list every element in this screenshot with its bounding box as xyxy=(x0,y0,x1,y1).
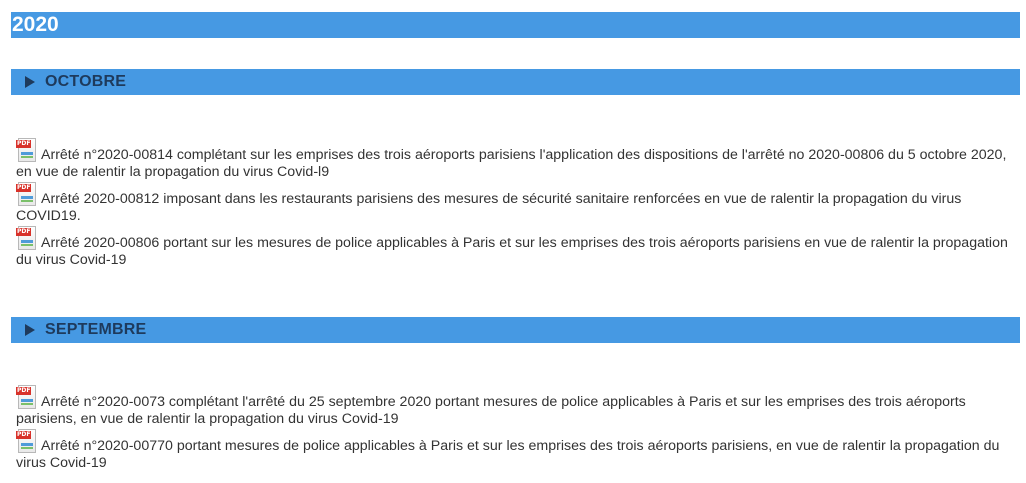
year-heading: 2020 xyxy=(11,12,1020,38)
pdf-icon[interactable]: PDF xyxy=(16,429,37,453)
document-link[interactable]: Arrêté n°2020-00770 portant mesures de police applicables à Paris et sur les emprises des trois aéroports parisiens, en vue de ralentir la propagation du virus Covid-19 xyxy=(16,438,1000,471)
month-label: SEPTEMBRE xyxy=(45,321,147,338)
document-list-septembre xyxy=(16,385,1020,473)
pdf-icon[interactable]: PDF xyxy=(16,138,37,162)
month-label: OCTOBRE xyxy=(45,73,127,90)
document-list-octobre xyxy=(16,138,1020,270)
pdf-icon[interactable]: PDF xyxy=(16,226,37,250)
list-item xyxy=(16,385,1020,428)
triangle-right-icon xyxy=(25,76,35,88)
pdf-icon[interactable]: PDF xyxy=(16,385,37,409)
document-link[interactable]: Arrêté n°2020-0073 complétant l'arrêté du 25 septembre 2020 portant mesures de police applicables à Paris et sur les emprises des trois aéroports parisiens, en vue de ralentir la propagation du virus Covid-19 xyxy=(16,394,966,427)
month-toggle-octobre[interactable] xyxy=(11,69,1020,95)
document-link[interactable]: Arrêté 2020-00812 imposant dans les restaurants parisiens des mesures de sécurité sanitaire renforcées en vue de ralentir la propagation du virus COVID19. xyxy=(16,191,962,224)
month-toggle-septembre[interactable] xyxy=(11,317,1020,343)
list-item xyxy=(16,138,1020,181)
list-item xyxy=(16,226,1020,269)
document-link[interactable]: Arrêté 2020-00806 portant sur les mesures de police applicables à Paris et sur les emprises des trois aéroports parisiens en vue de ralentir la propagation du virus Covid-19 xyxy=(16,235,1008,268)
document-link[interactable]: Arrêté n°2020-00814 complétant sur les emprises des trois aéroports parisiens l'application des dispositions de l'arrêté no 2020-00806 du 5 octobre 2020, en vue de ralentir la propagation du virus Covid-l9 xyxy=(16,147,1007,180)
list-item xyxy=(16,182,1020,225)
pdf-icon[interactable]: PDF xyxy=(16,182,37,206)
triangle-right-icon xyxy=(25,324,35,336)
list-item xyxy=(16,429,1020,472)
